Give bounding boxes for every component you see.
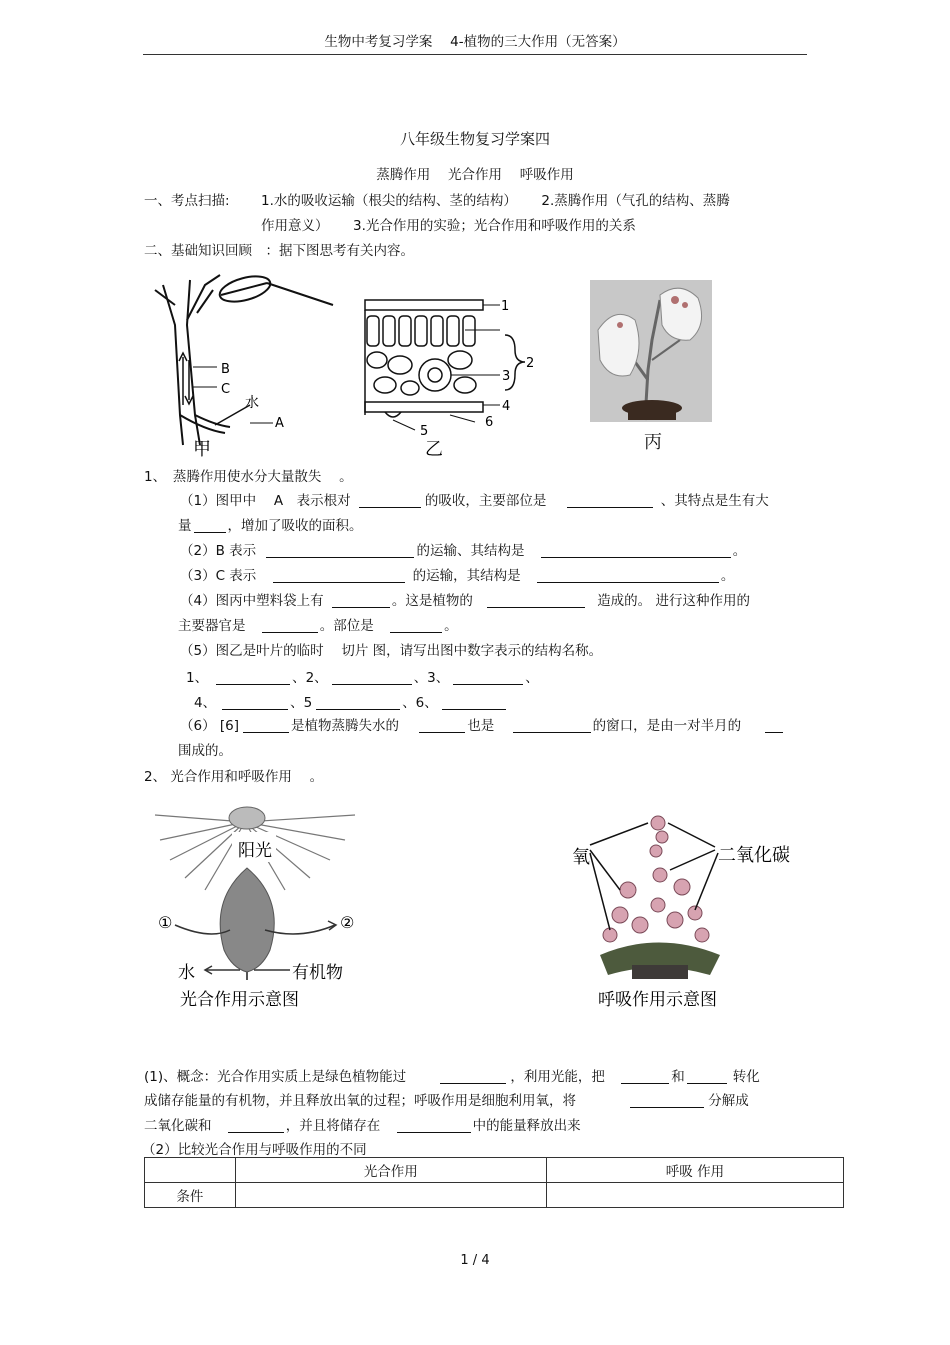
comparison-table bbox=[144, 1157, 844, 1208]
blank-field[interactable] bbox=[687, 1069, 727, 1084]
page-header: 生物中考复习学案 4-植物的三大作用（无答案） bbox=[324, 34, 626, 50]
figure-bing-plant-photo bbox=[590, 280, 712, 455]
yi-label-3: 3 bbox=[502, 369, 511, 384]
table-cell[interactable] bbox=[546, 1183, 843, 1208]
bing-caption: 丙 bbox=[644, 432, 662, 453]
jia-label-b: B bbox=[221, 362, 230, 377]
q1-p2: （2）B 表示 的运输、其结构是 。 bbox=[180, 543, 747, 559]
blank-field[interactable] bbox=[453, 670, 523, 685]
concept-line1: (1)、概念：光合作用实质上是绿色植物能过 ，利用光能，把 和 转化 bbox=[144, 1069, 760, 1085]
q1-p6: （6） [6] 是植物蒸腾失水的 也是 的窗口，是由一对半月的 bbox=[180, 714, 783, 734]
q1-p6-cont: 围成的。 bbox=[178, 743, 232, 759]
yi-label-4: 4 bbox=[502, 399, 511, 414]
organic-label: 有机物 bbox=[292, 963, 343, 983]
section1-label: 一、考点扫描: bbox=[144, 193, 230, 209]
water-label: 水 bbox=[178, 963, 195, 983]
sun-label: 阳光 bbox=[238, 841, 272, 861]
blank-field[interactable] bbox=[765, 718, 783, 733]
figure-jia-stem-diagram bbox=[145, 265, 335, 460]
q1-p4: （4）图丙中塑料袋上有 。这是植物的 造成的。 进行这种作用的 bbox=[180, 593, 750, 609]
blank-field[interactable] bbox=[397, 1118, 471, 1133]
page-number: 1 / 4 bbox=[460, 1253, 490, 1268]
compare-heading: （2）比较光合作用与呼吸作用的不同 bbox=[142, 1142, 367, 1158]
table-header-row bbox=[145, 1158, 844, 1183]
yi-label-2: 2 bbox=[526, 356, 535, 371]
circle-1-label: ① bbox=[158, 913, 173, 932]
blank-field[interactable] bbox=[630, 1093, 704, 1108]
respiration-diagram bbox=[570, 805, 810, 1015]
photosynthesis-caption: 光合作用示意图 bbox=[180, 990, 299, 1010]
q1-list-row1: 1、 、2、 、3、 、 bbox=[186, 670, 539, 686]
section1-line1: 1.水的吸收运输（根尖的结构、茎的结构） 2.蒸腾作用（气孔的结构、蒸腾 bbox=[261, 193, 730, 209]
blank-field[interactable] bbox=[541, 543, 731, 558]
blank-field[interactable] bbox=[273, 568, 405, 583]
blank-field[interactable] bbox=[390, 618, 442, 633]
jia-label-water: 水 bbox=[245, 395, 259, 411]
table-cell[interactable] bbox=[235, 1183, 546, 1208]
co2-label: 二氧化碳 bbox=[718, 845, 790, 866]
yi-caption: 乙 bbox=[425, 439, 443, 460]
header-rule bbox=[143, 54, 807, 55]
yi-label-1: 1 bbox=[501, 299, 510, 314]
q2-title: 2、 光合作用和呼吸作用 。 bbox=[144, 769, 324, 785]
figure-yi-leaf-section bbox=[355, 290, 545, 460]
concept-line2: 成储存能量的有机物，并且释放出氧的过程；呼吸作用是细胞利用氧，将 分解成 bbox=[144, 1093, 749, 1109]
q1-title: 1、 蒸腾作用使水分大量散失 。 bbox=[144, 469, 353, 485]
q1-p4-cont: 主要器官是 。部位是 。 bbox=[178, 618, 458, 634]
blank-field[interactable] bbox=[216, 670, 290, 685]
yi-label-6: 6 bbox=[485, 415, 494, 430]
page-subtitle: 蒸腾作用 光合作用 呼吸作用 bbox=[376, 167, 574, 183]
table-row bbox=[145, 1183, 844, 1208]
blank-field[interactable] bbox=[537, 568, 719, 583]
jia-label-a: A bbox=[275, 416, 284, 431]
photosynthesis-diagram bbox=[150, 800, 370, 1020]
blank-field[interactable] bbox=[487, 593, 585, 608]
blank-field[interactable] bbox=[228, 1118, 284, 1133]
q1-p1: （1）图甲中 A 表示根对 的吸收，主要部位是 、其特点是生有大 bbox=[180, 493, 769, 509]
blank-field[interactable] bbox=[442, 695, 506, 710]
yi-label-5: 5 bbox=[420, 424, 429, 439]
concept-line3: 二氧化碳和 ，并且将储存在 中的能量释放出来 bbox=[144, 1118, 581, 1134]
blank-field[interactable] bbox=[243, 718, 289, 733]
q1-p1-cont: 量 ，增加了吸收的面积。 bbox=[178, 518, 363, 534]
blank-field[interactable] bbox=[621, 1069, 669, 1084]
table-header-cell bbox=[145, 1158, 236, 1183]
section1-line2: 作用意义） 3.光合作用的实验；光合作用和呼吸作用的关系 bbox=[261, 218, 636, 234]
jia-caption: 甲 bbox=[193, 439, 211, 460]
respiration-caption: 呼吸作用示意图 bbox=[598, 990, 717, 1010]
jia-label-c: C bbox=[221, 382, 231, 397]
section2-label: 二、基础知识回顾 ：据下图思考有关内容。 bbox=[144, 243, 414, 259]
blank-field[interactable] bbox=[262, 618, 318, 633]
blank-field[interactable] bbox=[513, 718, 591, 733]
blank-field[interactable] bbox=[194, 518, 226, 533]
blank-field[interactable] bbox=[419, 718, 465, 733]
blank-field[interactable] bbox=[266, 543, 414, 558]
blank-field[interactable] bbox=[567, 493, 653, 508]
blank-field[interactable] bbox=[316, 695, 400, 710]
q1-list-row2: 4、 、5 、6、 bbox=[194, 691, 506, 711]
table-cell: 条件 bbox=[145, 1183, 236, 1208]
blank-field[interactable] bbox=[222, 695, 288, 710]
blank-field[interactable] bbox=[359, 493, 421, 508]
blank-field[interactable] bbox=[332, 670, 412, 685]
oxygen-label: 氧 bbox=[572, 847, 590, 868]
q1-p3: （3）C 表示 的运输，其结构是 。 bbox=[180, 568, 735, 584]
circle-2-label: ② bbox=[340, 913, 355, 932]
table-header-cell: 光合作用 bbox=[235, 1158, 546, 1183]
page-title: 八年级生物复习学案四 bbox=[399, 130, 550, 148]
blank-field[interactable] bbox=[332, 593, 390, 608]
blank-field[interactable] bbox=[440, 1069, 506, 1084]
q1-p5: （5）图乙是叶片的临时 切片 图，请写出图中数字表示的结构名称。 bbox=[180, 643, 603, 659]
table-header-cell: 呼吸 作用 bbox=[546, 1158, 843, 1183]
